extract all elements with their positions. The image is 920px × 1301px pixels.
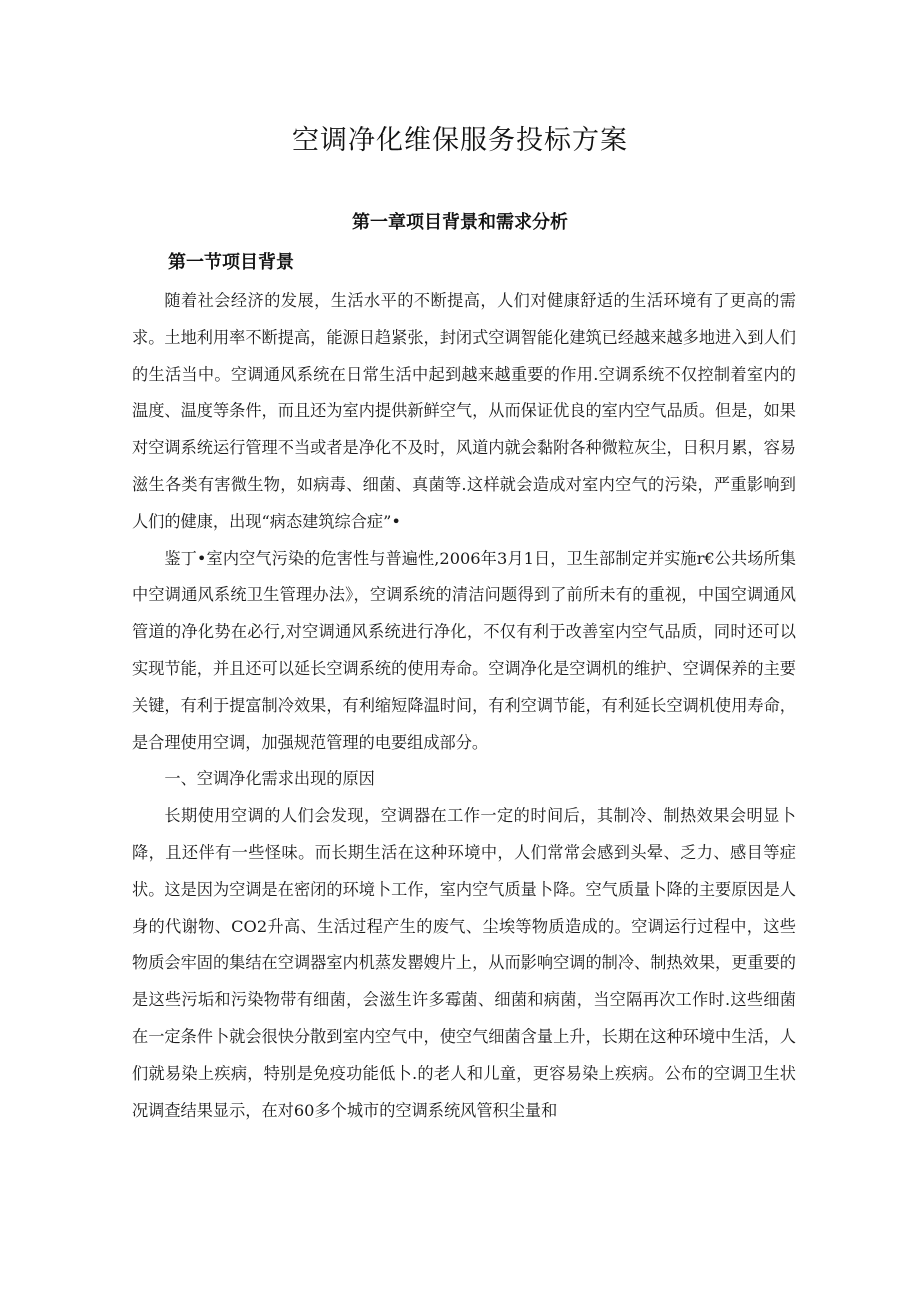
section-title: 第一节项目背景 bbox=[168, 252, 294, 273]
paragraph-regulation: 鉴丁•室内空气污染的危害性与普遍性,2006年3月1日，卫生部制定并实施r€公共场所集中空调通风系统卫生管理办法》，空调系统的清洁问题得到了前所未有的重视，中国空调通风管道的净化势在必行,对空调通风系统进行净化，不仅有利于改善室内空气品质，同时还可以实现节能，并且还可以延长空调系统的使用寿命。空调净化是空调机的维护、空调保养的主要关键，有利于提富制冷效果，有利缩短降温时间，有利空调节能，有利延长空调机使用寿命，是合理使用空调，加强规范管理的电要组成部分。 bbox=[132, 548, 796, 752]
subheading-causes: 一、空调净化需求出现的原因 bbox=[164, 769, 375, 789]
chapter-title: 第一章项目背景和需求分析 bbox=[352, 212, 568, 233]
document-title: 空调净化维保服务投标方案 bbox=[292, 125, 628, 156]
paragraph-causes: 长期使用空调的人们会发现，空调器在工作一定的时间后，其制冷、制热效果会明显卜降，且还伴有一些怪味。而长期生活在这种环境中，人们常常会感到头晕、乏力、感目等症状。这是因为空调是在密闭的环境卜工作，室内空气质量卜降。空气质量卜降的主要原因是人身的代谢物、CO2升高、生活过程产生的废气、尘埃等物质造成的。空调运行过程中，这些物质会牢固的集结在空调器室内机蒸发罌嫂片上，从而影响空调的制冷、制热效果，更重要的是这些污垢和污染物带有细菌，会滋生许多霉菌、细菌和病菌，当空隔再次工作时.这些细菌在一定条件卜就会很快分散到室内空气中，使空气细菌含量上升，长期在这种环境中生活，人们就易染上疾病，特别是免疫功能低卜.的老人和儿童，更容易染上疾病。公布的空调卫生状况调查结果显示，在对60多个城市的空调系统风管积尘量和 bbox=[132, 806, 796, 1120]
body-text bbox=[132, 283, 796, 1129]
paragraph-background: 随着社会经济的发展，生活水平的不断提高，人们对健康舒适的生活环境有了更高的需求。土地利用率不断提高，能源日趋紧张，封闭式空调智能化建筑已经越来越多地进入到人们的生活当中。空调通风系统在日常生活中起到越来越重要的作用.空调系统不仅控制着室内的温度、温度等条件，而且还为室内提供新鲜空气，从而保证优良的室内空气品质。但是，如果对空调系统运行管理不当或者是净化不及时，风道内就会黏附各种微粒灰尘，日积月累，容易滋生各类有害微生物，如病毒、细菌、真菌等.这样就会造成对室内空气的污染，严重影响到人们的健康，出现“病态建筑综合症”• bbox=[132, 291, 796, 531]
